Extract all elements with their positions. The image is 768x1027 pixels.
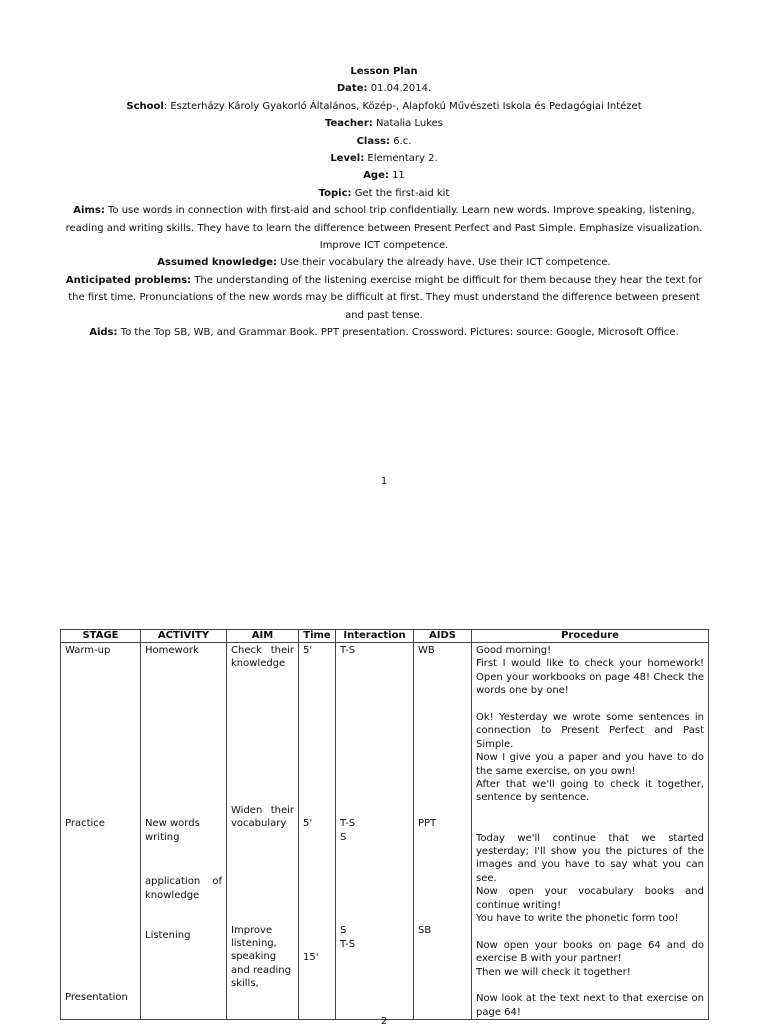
lesson-header [60, 63, 708, 342]
aids-line: Aids: To the Top SB, WB, and Grammar Book. PPT presentation. Crossword. Pictures: source: Google, Microsoft Office. [89, 327, 679, 339]
school-line: School: Eszterházy Károly Gyakorló Általános, Közép-, Alapfokú Művészeti Iskola és Pedagógiai Intézet [126, 100, 642, 112]
teacher-line: Teacher: Natalia Lukes [324, 118, 444, 130]
lesson-plan-table [60, 629, 709, 1020]
header-aids: AIDS [414, 630, 472, 643]
anticipated-problems-line: Anticipated problems: The understanding of the listening exercise might be difficult for them because they hear the text for the first time. Pronunciations of the new words may be difficult at first. They must understand the difference between present and past tense. [65, 274, 703, 321]
cell-interaction: T-S T-S S S T-S [336, 643, 414, 1020]
table-header-row [61, 630, 709, 643]
cell-aim: Check their knowledge Widen their vocabulary Improve listening, speaking and reading skills, [227, 643, 299, 1020]
age-line: Age: 11 [363, 170, 405, 182]
page-number-2: 2 [380, 1016, 388, 1027]
class-line: Class: 6.c. [356, 135, 412, 147]
header-procedure: Procedure [472, 630, 709, 643]
header-aim: AIM [227, 630, 299, 643]
cell-time: 5' 5' 15' [299, 643, 336, 1020]
level-line: Level: Elementary 2. [330, 153, 438, 165]
cell-activity: Homework New words writing application of knowledge Listening [141, 643, 227, 1020]
page-number: 1 [380, 476, 388, 487]
assumed-knowledge-line: Assumed knowledge: Use their vocabulary the already have. Use their ICT competence. [157, 257, 611, 269]
header-time: Time [299, 630, 336, 643]
aims-line: Aims: To use words in connection with first-aid and school trip confidentially. Learn new words. Improve speaking, listening, reading and writing skills. They have to learn the difference between Present Perfect and Past Simple. Emphasize visualization. Improve ICT competence. [65, 205, 703, 252]
header-interaction: Interaction [336, 630, 414, 643]
header-activity: ACTIVITY [141, 630, 227, 643]
topic-line: Topic: Get the first-aid kit [318, 187, 450, 199]
cell-procedure: Good morning! First I would like to check your homework! Open your workbooks on page 48! Check the words one by one! Ok! Yesterday we wrote some sentences in connection to Present Perfect and Past Simple. Now I give you a paper and you have to do the same exercise, on you own! After that we'll going to check it together, sentence by sentence. Today we'll continue that we started yesterday; I'll show you the pictures of the images and you have to say what you can see. Now open your vocabulary books and continue writing! You have to write the phonetic form too! Now open your books on page 64 and do exercise B with your partner! Then we will check it together! Now look at the text next to that exercise on page 64! [472, 643, 709, 1020]
table-row [61, 643, 709, 1020]
header-stage: STAGE [61, 630, 141, 643]
date-line: Date: 01.04.2014. [336, 83, 432, 95]
lesson-title: Lesson Plan [350, 66, 418, 77]
cell-aids: WB PPT SB [414, 643, 472, 1020]
cell-stage: Warm-up Practice Presentation [61, 643, 141, 1020]
